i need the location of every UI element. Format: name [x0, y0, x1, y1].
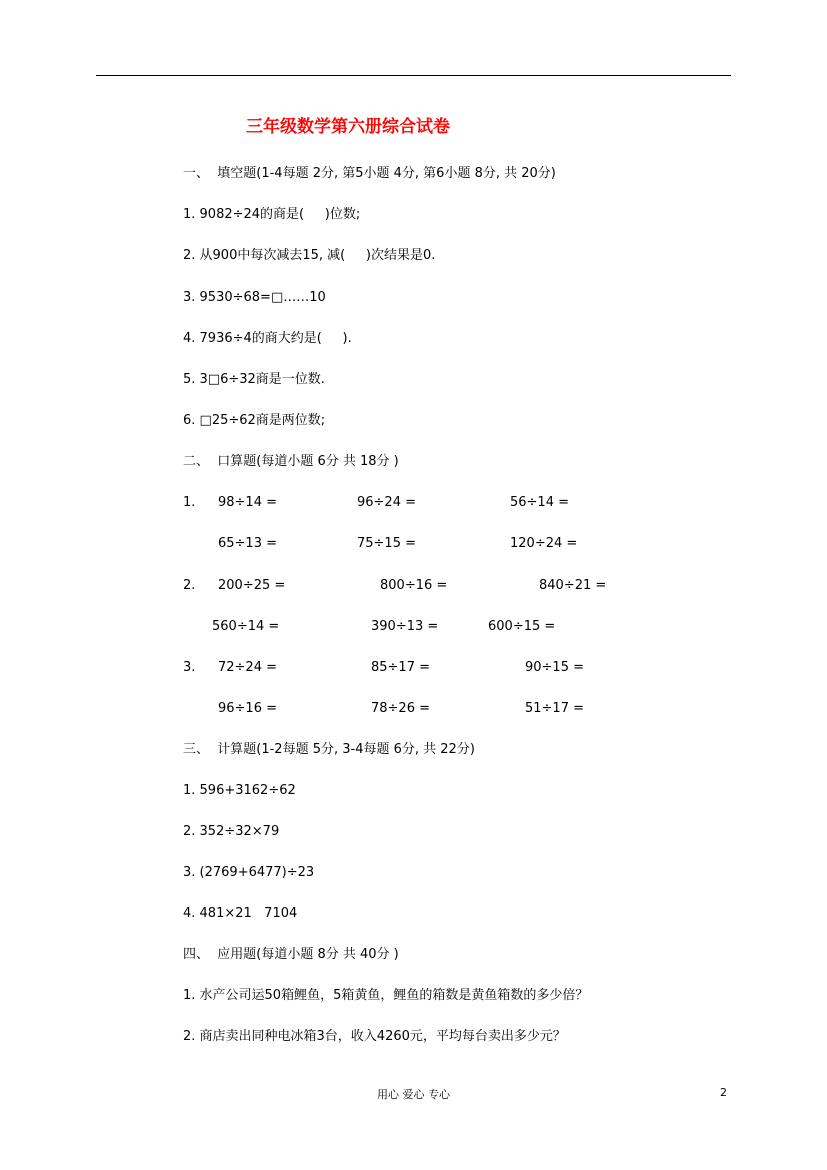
- section-3-heading: 三、 计算题(1-2每题 5分, 3-4每题 6分, 共 22分): [183, 742, 475, 757]
- s2-problem: 51÷17 =: [525, 701, 585, 716]
- s1-item-2: 2. 从900中每次减去15, 减( )次结果是0.: [183, 248, 436, 263]
- s2-problem: 85÷17 =: [371, 660, 431, 675]
- s2-problem: 56÷14 =: [510, 495, 570, 510]
- page-footer: 用心 爱心 专心: [377, 1088, 450, 1101]
- s1-item-6: 6. □25÷62商是两位数;: [183, 413, 326, 428]
- s3-item-4: 4. 481×21 7104: [183, 906, 298, 921]
- section-1-heading: 一、 填空题(1-4每题 2分, 第5小题 4分, 第6小题 8分, 共 20分): [183, 166, 556, 181]
- s3-item-3: 3. (2769+6477)÷23: [183, 865, 315, 880]
- s1-item-3: 3. 9530÷68=□……10: [183, 290, 326, 305]
- page-number: 2: [720, 1086, 727, 1099]
- s2-row-number: 3.: [183, 660, 196, 675]
- s1-item-1: 1. 9082÷24的商是( )位数;: [183, 207, 361, 222]
- s2-problem: 800÷16 =: [380, 578, 448, 593]
- s2-row-number: 1.: [183, 495, 196, 510]
- s2-problem: 200÷25 =: [218, 578, 286, 593]
- page-title: 三年级数学第六册综合试卷: [246, 117, 450, 137]
- s2-problem: 600÷15 =: [488, 619, 556, 634]
- header-rule: [96, 75, 731, 76]
- s2-problem: 96÷16 =: [218, 701, 278, 716]
- s3-item-2: 2. 352÷32×79: [183, 824, 280, 839]
- s2-problem: 390÷13 =: [371, 619, 439, 634]
- s4-item-2: 2. 商店卖出同种电冰箱3台，收入4260元，平均每台卖出多少元？: [183, 1029, 566, 1044]
- s2-row-number: 2.: [183, 578, 196, 593]
- section-4-heading: 四、 应用题(每道小题 8分 共 40分 ): [183, 947, 399, 962]
- s4-item-1: 1. 水产公司运50箱鲤鱼，5箱黄鱼，鲤鱼的箱数是黄鱼箱数的多少倍？: [183, 988, 589, 1003]
- s1-item-5: 5. 3□6÷32商是一位数.: [183, 372, 325, 387]
- section-2-heading: 二、 口算题(每道小题 6分 共 18分 ): [183, 454, 399, 469]
- s3-item-1: 1. 596+3162÷62: [183, 783, 296, 798]
- s2-problem: 90÷15 =: [525, 660, 585, 675]
- s2-problem: 96÷24 =: [357, 495, 417, 510]
- s1-item-4: 4. 7936÷4的商大约是( ).: [183, 331, 352, 346]
- s2-problem: 75÷15 =: [357, 536, 417, 551]
- s2-problem: 65÷13 =: [218, 536, 278, 551]
- s2-problem: 840÷21 =: [539, 578, 607, 593]
- s2-problem: 98÷14 =: [218, 495, 278, 510]
- s2-problem: 560÷14 =: [212, 619, 280, 634]
- s2-problem: 72÷24 =: [218, 660, 278, 675]
- s2-problem: 78÷26 =: [371, 701, 431, 716]
- s2-problem: 120÷24 =: [510, 536, 578, 551]
